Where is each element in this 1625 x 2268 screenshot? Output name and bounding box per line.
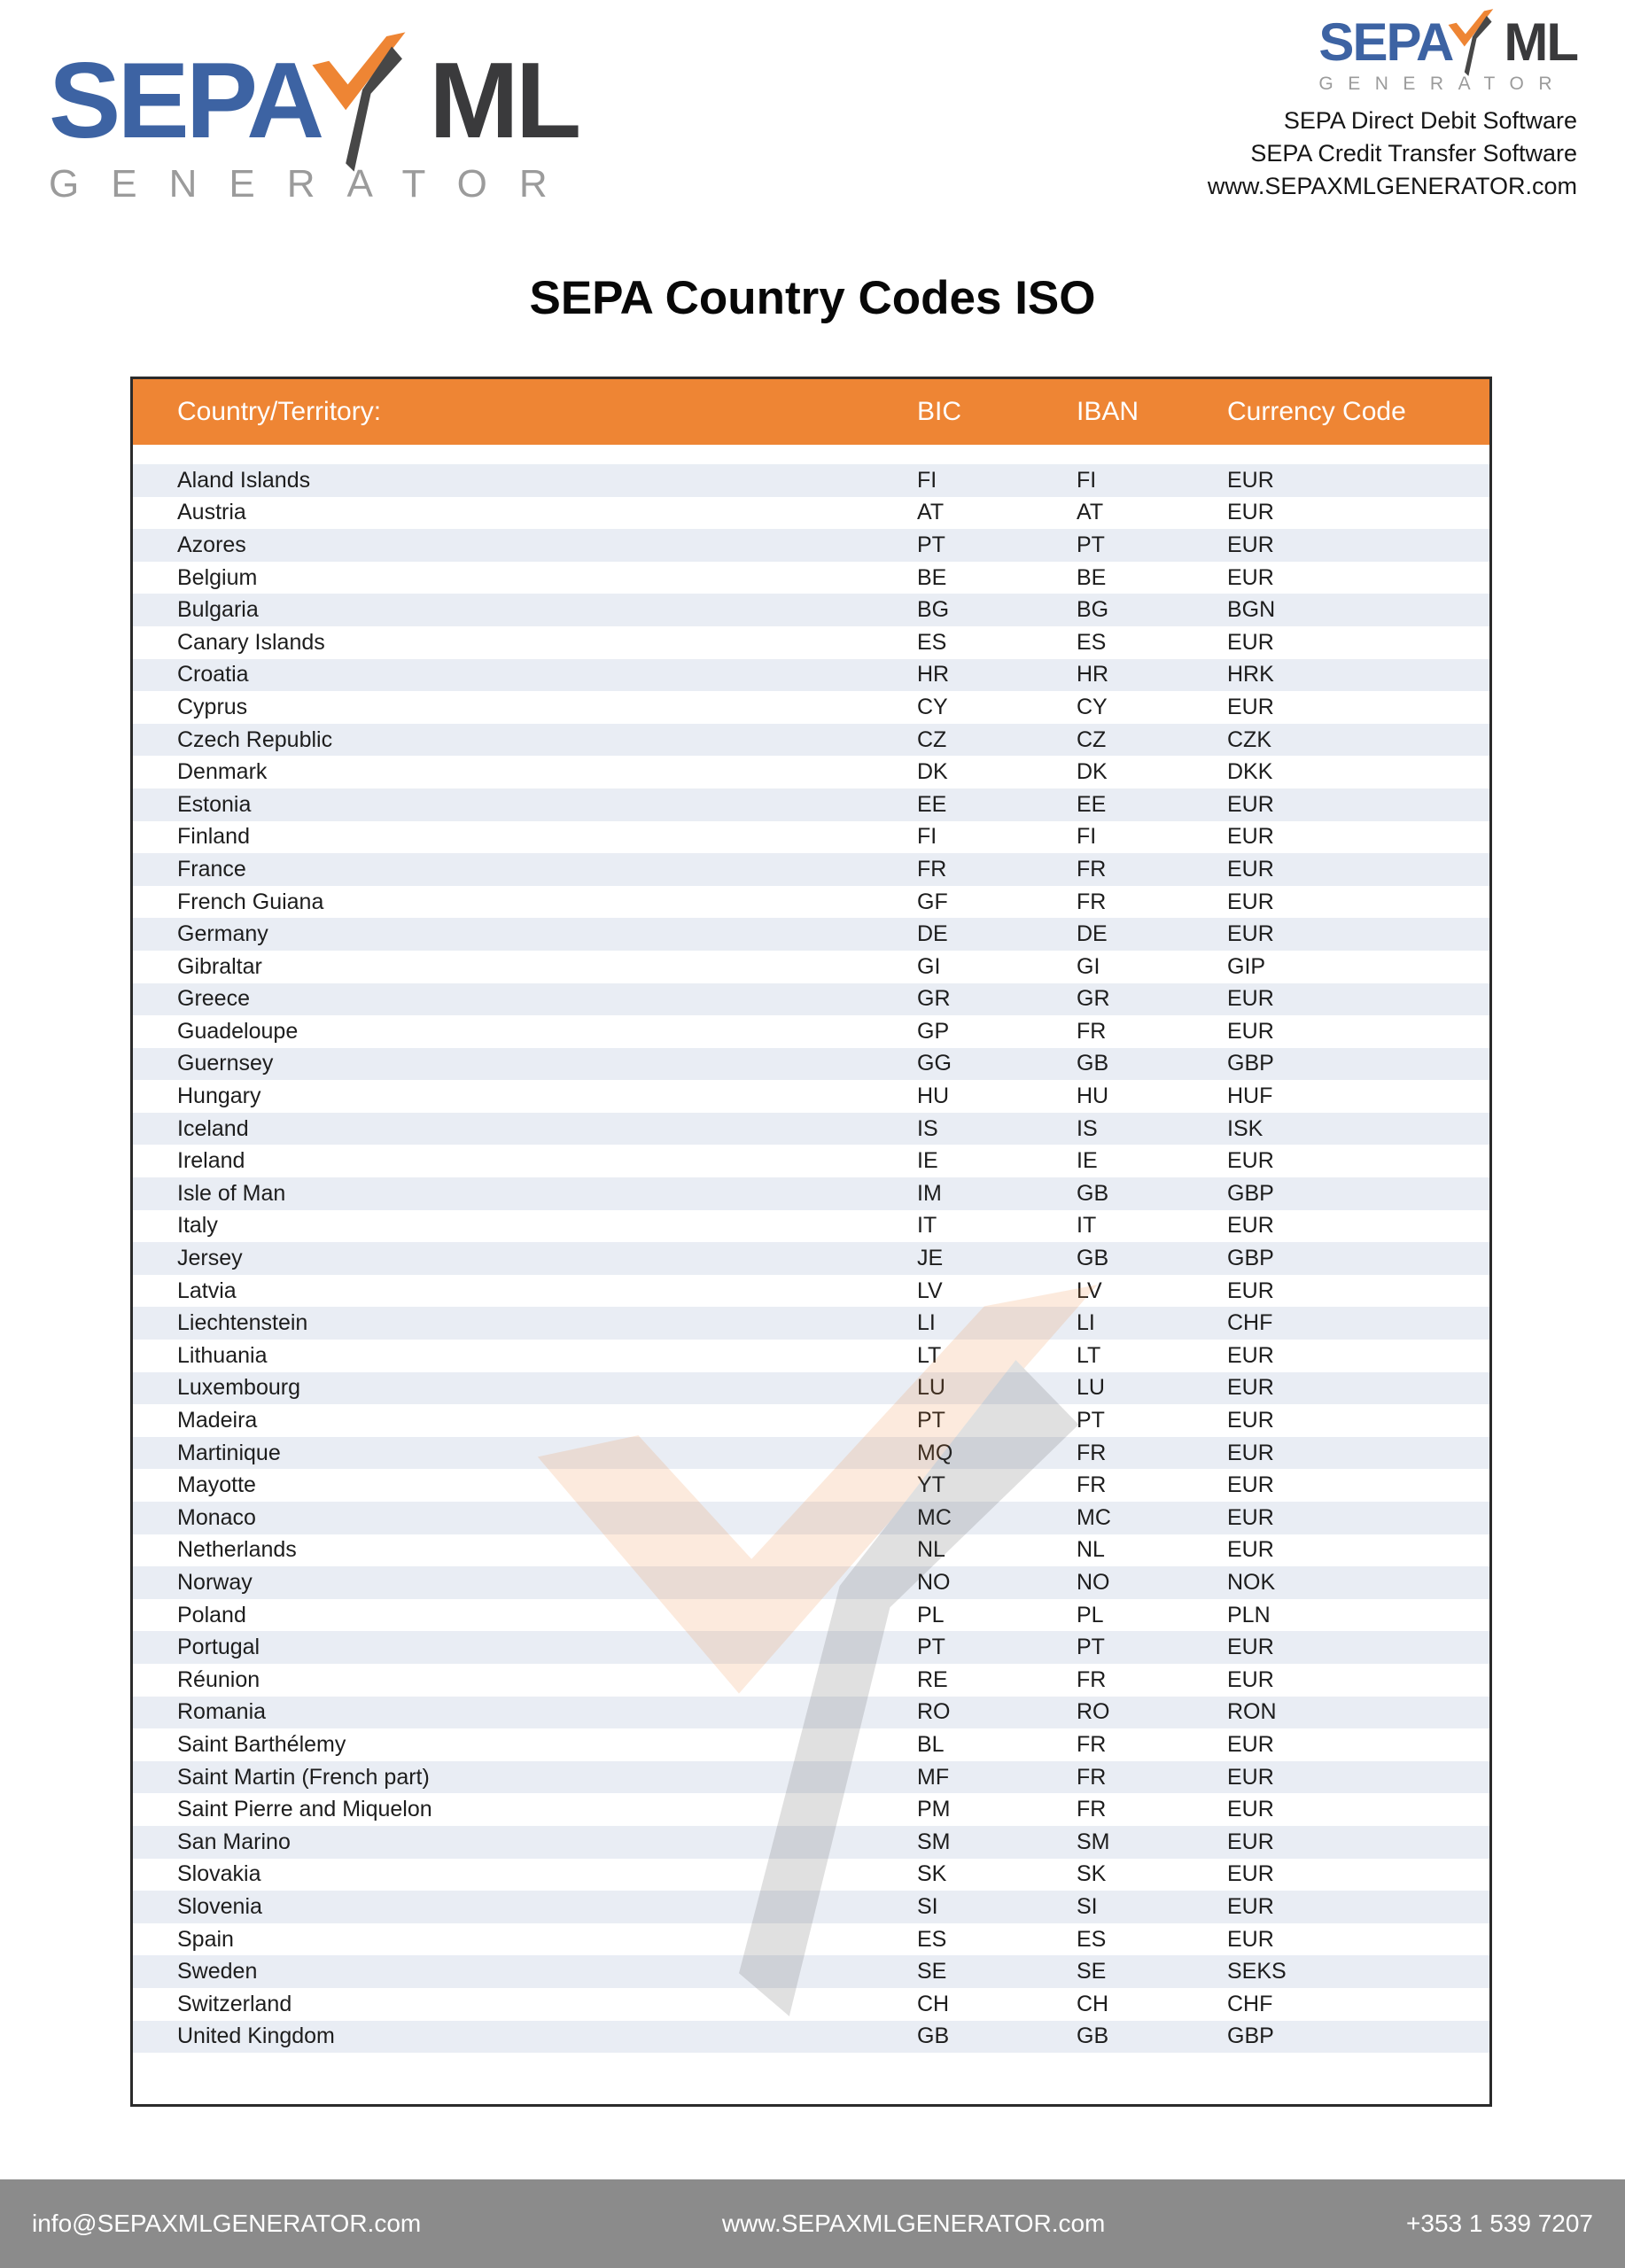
table-row (133, 1761, 1489, 1794)
cell-currency: GIP (1227, 953, 1266, 979)
cell-currency: NOK (1227, 1569, 1276, 1595)
cell-currency: CHF (1227, 1991, 1273, 2016)
cell-iban: AT (1077, 500, 1104, 525)
cell-iban: GB (1077, 1246, 1109, 1271)
cell-bic: PT (917, 532, 945, 557)
cell-iban: FR (1077, 1440, 1107, 1465)
tagline-credit-transfer: SEPA Credit Transfer Software (1250, 140, 1577, 167)
cell-bic: GB (917, 2023, 950, 2049)
cell-currency: EUR (1227, 532, 1274, 557)
cell-iban: ES (1077, 1926, 1107, 1952)
cell-country: Germany (177, 921, 268, 947)
cell-iban: CZ (1077, 726, 1107, 752)
cell-iban: FI (1077, 467, 1097, 493)
cell-bic: IM (917, 1180, 942, 1206)
cell-country: Austria (177, 500, 246, 525)
cell-currency: GBP (1227, 1246, 1274, 1271)
cell-bic: AT (917, 500, 945, 525)
cell-bic: RO (917, 1699, 951, 1725)
cell-bic: GP (917, 1018, 950, 1044)
cell-country: Czech Republic (177, 726, 333, 752)
cell-iban: LU (1077, 1375, 1105, 1401)
table-row (133, 1048, 1489, 1081)
cell-country: Romania (177, 1699, 267, 1725)
cell-currency: SEKS (1227, 1959, 1287, 1984)
cell-country: Norway (177, 1569, 253, 1595)
cell-bic: SK (917, 1861, 947, 1887)
cell-currency: EUR (1227, 1537, 1274, 1563)
table-row (133, 1826, 1489, 1859)
table-row (133, 1859, 1489, 1891)
cell-country: Azores (177, 532, 246, 557)
cell-iban: NL (1077, 1537, 1105, 1563)
cell-country: Denmark (177, 759, 268, 785)
cell-country: Poland (177, 1602, 246, 1627)
cell-country: Canary Islands (177, 629, 325, 655)
cell-country: Spain (177, 1926, 234, 1952)
cell-country: Saint Pierre and Miquelon (177, 1797, 432, 1822)
cell-bic: LI (917, 1310, 936, 1336)
cell-iban: HR (1077, 662, 1109, 687)
cell-iban: GI (1077, 953, 1100, 979)
cell-bic: BG (917, 597, 950, 623)
cell-bic: FR (917, 856, 947, 882)
cell-country: Italy (177, 1213, 218, 1239)
table-row (133, 788, 1489, 821)
cell-country: Liechtenstein (177, 1310, 308, 1336)
table-row (133, 1955, 1489, 1988)
cell-bic: NL (917, 1537, 945, 1563)
cell-currency: EUR (1227, 1829, 1274, 1854)
header-right-block (1207, 12, 1577, 203)
cell-country: Bulgaria (177, 597, 259, 623)
cell-country: Mayotte (177, 1472, 256, 1498)
cell-currency: EUR (1227, 791, 1274, 817)
cell-country: Madeira (177, 1408, 258, 1433)
cell-iban: IS (1077, 1115, 1098, 1141)
cell-currency: EUR (1227, 1213, 1274, 1239)
table-row (133, 691, 1489, 724)
cell-currency: GBP (1227, 1051, 1274, 1076)
cell-iban: FR (1077, 1472, 1107, 1498)
table-row (133, 724, 1489, 757)
table-row (133, 1566, 1489, 1599)
cell-bic: LT (917, 1342, 942, 1368)
table-row (133, 853, 1489, 886)
logo-text-sepa-small: SEPA (1318, 12, 1453, 72)
column-header-iban: IBAN (1077, 397, 1139, 426)
table-row (133, 626, 1489, 659)
cell-iban: HU (1077, 1084, 1109, 1109)
cell-currency: EUR (1227, 1666, 1274, 1692)
table-row (133, 1080, 1489, 1113)
cell-iban: LI (1077, 1310, 1095, 1336)
table-row (133, 464, 1489, 497)
cell-country: Gibraltar (177, 953, 262, 979)
cell-bic: IT (917, 1213, 937, 1239)
cell-iban: FR (1077, 1764, 1107, 1790)
table-row (133, 1340, 1489, 1372)
table-row (133, 1404, 1489, 1437)
cell-bic: GF (917, 889, 948, 914)
cell-bic: LV (917, 1278, 943, 1303)
table-row (133, 529, 1489, 562)
cell-currency: EUR (1227, 1797, 1274, 1822)
table-row (133, 1988, 1489, 2021)
cell-country: Finland (177, 824, 250, 850)
table-row (133, 1534, 1489, 1567)
cell-currency: EUR (1227, 1408, 1274, 1433)
cell-country: Slovenia (177, 1893, 262, 1919)
cell-iban: FR (1077, 1018, 1107, 1044)
cell-iban: MC (1077, 1504, 1111, 1530)
footer-email-link[interactable]: info@SEPAXMLGENERATOR.com (32, 2210, 422, 2237)
cell-country: Isle of Man (177, 1180, 286, 1206)
cell-currency: EUR (1227, 1440, 1274, 1465)
cell-currency: EUR (1227, 986, 1274, 1012)
table-row (133, 918, 1489, 951)
table-row (133, 1793, 1489, 1826)
table-row (133, 1502, 1489, 1534)
cell-bic: DE (917, 921, 948, 947)
cell-country: Estonia (177, 791, 252, 817)
cell-country: Aland Islands (177, 467, 311, 493)
cell-currency: EUR (1227, 1342, 1274, 1368)
logo-text-ml-small: ML (1504, 12, 1577, 72)
cell-bic: FI (917, 824, 937, 850)
cell-iban: PT (1077, 1635, 1105, 1660)
country-table-body (133, 464, 1489, 2053)
cell-iban: GR (1077, 986, 1110, 1012)
cell-currency: EUR (1227, 1148, 1274, 1174)
cell-iban: FR (1077, 856, 1107, 882)
cell-country: United Kingdom (177, 2023, 335, 2049)
cell-iban: ES (1077, 629, 1107, 655)
page-title: SEPA Country Codes ISO (529, 272, 1096, 324)
cell-country: Switzerland (177, 1991, 292, 2016)
cell-country: Jersey (177, 1246, 243, 1271)
cell-bic: MF (917, 1764, 950, 1790)
cell-bic: BE (917, 564, 947, 590)
table-row (133, 594, 1489, 626)
cell-country: Cyprus (177, 694, 248, 719)
cell-country: France (177, 856, 246, 882)
table-row (133, 1113, 1489, 1146)
table-row (133, 886, 1489, 919)
cell-country: Slovakia (177, 1861, 261, 1887)
cell-currency: EUR (1227, 889, 1274, 914)
cell-iban: CY (1077, 694, 1108, 719)
cell-currency: EUR (1227, 1731, 1274, 1757)
cell-currency: EUR (1227, 694, 1274, 719)
table-row (133, 983, 1489, 1016)
table-row (133, 2021, 1489, 2054)
cell-country: Guadeloupe (177, 1018, 299, 1044)
cell-country: Ireland (177, 1148, 245, 1174)
cell-country: French Guiana (177, 889, 324, 914)
sepaxml-check-icon (1444, 8, 1495, 77)
cell-currency: EUR (1227, 467, 1274, 493)
cell-iban: RO (1077, 1699, 1110, 1725)
cell-currency: EUR (1227, 1375, 1274, 1401)
cell-currency: EUR (1227, 629, 1274, 655)
main-logo (49, 40, 579, 206)
cell-bic: IE (917, 1148, 938, 1174)
cell-iban: GB (1077, 2023, 1109, 2049)
cell-iban: DK (1077, 759, 1108, 785)
cell-bic: ES (917, 1926, 947, 1952)
cell-iban: IT (1077, 1213, 1097, 1239)
cell-currency: EUR (1227, 1764, 1274, 1790)
cell-country: Martinique (177, 1440, 281, 1465)
cell-bic: HR (917, 662, 950, 687)
cell-country: Réunion (177, 1666, 260, 1692)
footer-bar (0, 2179, 1625, 2268)
cell-bic: LU (917, 1375, 945, 1401)
cell-bic: IS (917, 1115, 938, 1141)
table-header-gap (133, 445, 1489, 464)
cell-currency: CHF (1227, 1310, 1273, 1336)
cell-iban: GB (1077, 1180, 1109, 1206)
logo-text-generator-small: GENERATOR (1318, 74, 1567, 94)
cell-country: Lithuania (177, 1342, 268, 1368)
cell-country: Guernsey (177, 1051, 274, 1076)
cell-iban: EE (1077, 791, 1107, 817)
cell-iban: PT (1077, 1408, 1105, 1433)
table-row (133, 1210, 1489, 1243)
cell-iban: FR (1077, 1731, 1107, 1757)
cell-bic: GI (917, 953, 941, 979)
cell-country: Luxembourg (177, 1375, 300, 1401)
cell-country: San Marino (177, 1829, 291, 1854)
cell-currency: ISK (1227, 1115, 1263, 1141)
table-row (133, 1307, 1489, 1340)
cell-bic: PM (917, 1797, 951, 1822)
table-row (133, 497, 1489, 530)
cell-bic: CY (917, 694, 948, 719)
cell-bic: PT (917, 1408, 945, 1433)
cell-bic: ES (917, 629, 947, 655)
cell-bic: CZ (917, 726, 947, 752)
cell-bic: EE (917, 791, 947, 817)
cell-iban: FR (1077, 889, 1107, 914)
table-row (133, 951, 1489, 983)
cell-iban: GB (1077, 1051, 1109, 1076)
cell-iban: FR (1077, 1666, 1107, 1692)
table-row (133, 1923, 1489, 1956)
cell-country: Latvia (177, 1278, 237, 1303)
table-row (133, 1664, 1489, 1697)
tagline-direct-debit: SEPA Direct Debit Software (1283, 107, 1577, 134)
cell-country: Saint Barthélemy (177, 1731, 346, 1757)
cell-iban: NO (1077, 1569, 1110, 1595)
cell-bic: MC (917, 1504, 952, 1530)
cell-currency: EUR (1227, 1472, 1274, 1498)
cell-currency: EUR (1227, 564, 1274, 590)
table-row (133, 1437, 1489, 1470)
table-row (133, 1728, 1489, 1761)
cell-bic: SI (917, 1893, 938, 1919)
cell-iban: CH (1077, 1991, 1109, 2016)
cell-bic: HU (917, 1084, 950, 1109)
column-header-currency: Currency Code (1227, 397, 1406, 426)
cell-bic: PL (917, 1602, 945, 1627)
cell-country: Saint Martin (French part) (177, 1764, 430, 1790)
logo-text-ml: ML (429, 40, 579, 160)
cell-country: Sweden (177, 1959, 258, 1984)
table-row (133, 1631, 1489, 1664)
cell-bic: GG (917, 1051, 952, 1076)
footer-website-link[interactable]: www.SEPAXMLGENERATOR.com (721, 2210, 1106, 2237)
sepaxml-check-icon (304, 30, 408, 174)
cell-country: Netherlands (177, 1537, 297, 1563)
cell-currency: EUR (1227, 1278, 1274, 1303)
small-logo (1318, 12, 1577, 94)
cell-iban: FI (1077, 824, 1097, 850)
table-row (133, 562, 1489, 594)
cell-currency: EUR (1227, 500, 1274, 525)
cell-currency: EUR (1227, 1018, 1274, 1044)
cell-iban: BE (1077, 564, 1107, 590)
cell-currency: GBP (1227, 1180, 1274, 1206)
cell-currency: HRK (1227, 662, 1274, 687)
cell-country: Iceland (177, 1115, 249, 1141)
cell-iban: SE (1077, 1959, 1107, 1984)
cell-bic: CH (917, 1991, 950, 2016)
cell-iban: LV (1077, 1278, 1102, 1303)
table-row (133, 1242, 1489, 1275)
table-row (133, 659, 1489, 692)
cell-bic: PT (917, 1635, 945, 1660)
cell-iban: IE (1077, 1148, 1098, 1174)
cell-country: Portugal (177, 1635, 260, 1660)
footer-phone: +353 1 539 7207 (1406, 2210, 1593, 2237)
cell-currency: EUR (1227, 921, 1274, 947)
table-row (133, 756, 1489, 788)
cell-country: Belgium (177, 564, 258, 590)
cell-currency: EUR (1227, 824, 1274, 850)
cell-iban: PT (1077, 532, 1105, 557)
cell-bic: BL (917, 1731, 945, 1757)
cell-iban: FR (1077, 1797, 1107, 1822)
cell-currency: DKK (1227, 759, 1273, 785)
cell-bic: MQ (917, 1440, 953, 1465)
cell-currency: GBP (1227, 2023, 1274, 2049)
cell-iban: LT (1077, 1342, 1101, 1368)
table-row (133, 1145, 1489, 1177)
table-row (133, 821, 1489, 854)
cell-iban: DE (1077, 921, 1108, 947)
cell-bic: DK (917, 759, 948, 785)
table-header-row (133, 379, 1489, 445)
cell-bic: RE (917, 1666, 948, 1692)
table-row (133, 1697, 1489, 1729)
table-row (133, 1599, 1489, 1632)
cell-bic: SM (917, 1829, 951, 1854)
table-row (133, 1275, 1489, 1308)
cell-country: Hungary (177, 1084, 261, 1109)
cell-currency: EUR (1227, 1504, 1274, 1530)
cell-currency: RON (1227, 1699, 1277, 1725)
cell-currency: HUF (1227, 1084, 1273, 1109)
table-row (133, 1372, 1489, 1405)
cell-country: Greece (177, 986, 250, 1012)
table-row (133, 1469, 1489, 1502)
tagline-website-link[interactable]: www.SEPAXMLGENERATOR.com (1207, 173, 1577, 199)
cell-bic: YT (917, 1472, 945, 1498)
cell-country: Monaco (177, 1504, 256, 1530)
table-row (133, 1015, 1489, 1048)
country-codes-table (130, 377, 1492, 2107)
cell-bic: FI (917, 467, 937, 493)
cell-iban: SM (1077, 1829, 1110, 1854)
cell-iban: SI (1077, 1893, 1098, 1919)
cell-currency: EUR (1227, 1893, 1274, 1919)
cell-country: Croatia (177, 662, 249, 687)
cell-currency: PLN (1227, 1602, 1271, 1627)
cell-iban: PL (1077, 1602, 1104, 1627)
cell-iban: BG (1077, 597, 1109, 623)
table-row (133, 1891, 1489, 1923)
cell-iban: SK (1077, 1861, 1107, 1887)
cell-bic: NO (917, 1569, 951, 1595)
logo-text-generator: GENERATOR (49, 162, 579, 206)
cell-currency: EUR (1227, 1635, 1274, 1660)
cell-bic: SE (917, 1959, 947, 1984)
cell-bic: GR (917, 986, 951, 1012)
cell-currency: EUR (1227, 1926, 1274, 1952)
cell-currency: BGN (1227, 597, 1276, 623)
table-row (133, 1177, 1489, 1210)
logo-text-sepa: SEPA (49, 40, 322, 160)
column-header-bic: BIC (917, 397, 962, 426)
column-header-country: Country/Territory: (177, 397, 382, 426)
cell-currency: EUR (1227, 856, 1274, 882)
cell-currency: EUR (1227, 1861, 1274, 1887)
cell-bic: JE (917, 1246, 944, 1271)
cell-currency: CZK (1227, 726, 1271, 752)
